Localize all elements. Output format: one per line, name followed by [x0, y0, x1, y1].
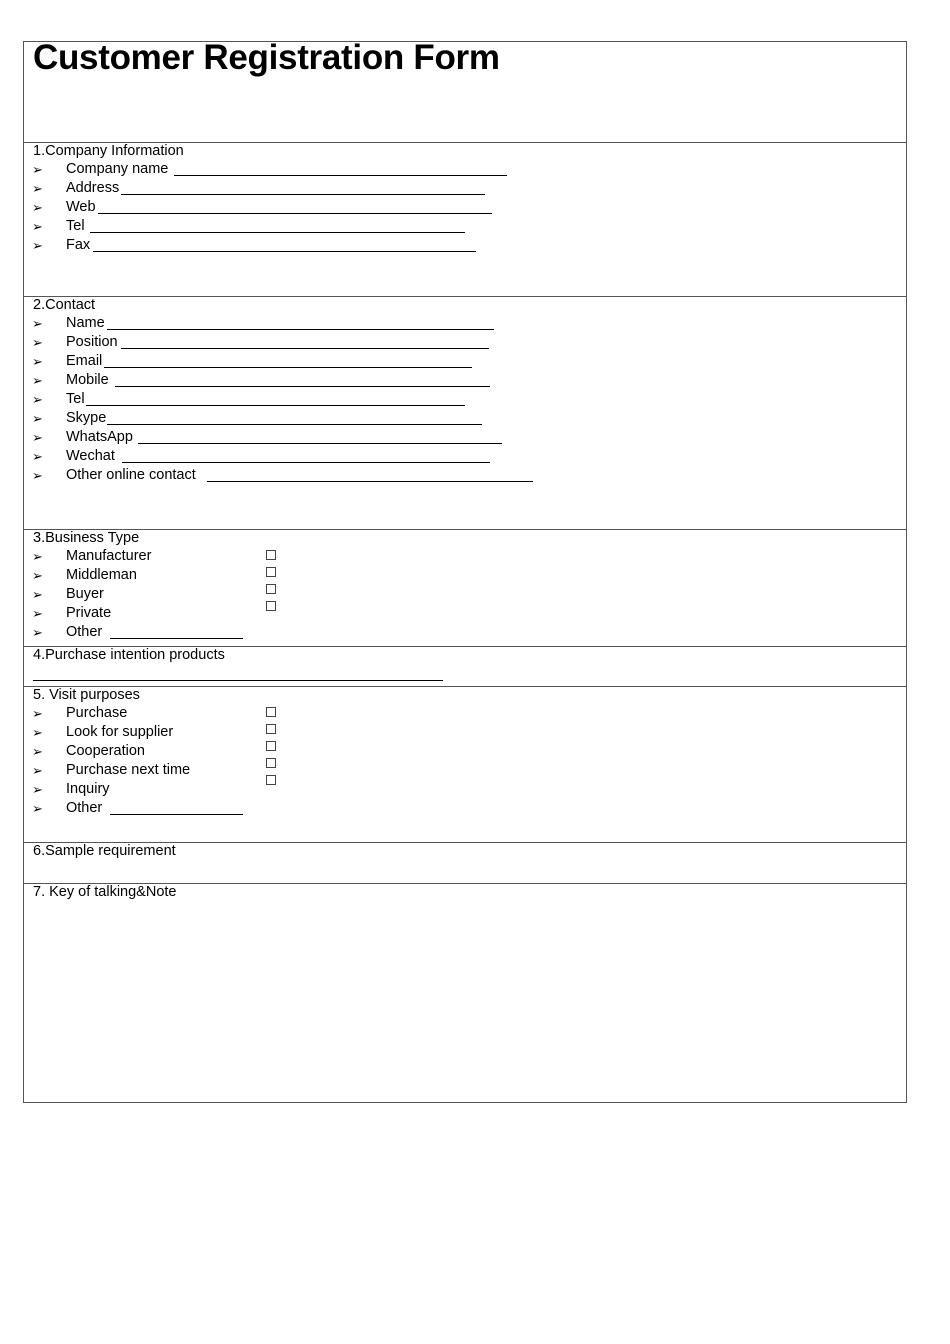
field-label: Address	[66, 180, 120, 196]
company-name-input-line[interactable]	[174, 175, 507, 176]
arrow-bullet-icon: ➢	[32, 801, 43, 816]
arrow-bullet-icon: ➢	[32, 316, 43, 331]
address-input-line[interactable]	[121, 194, 485, 195]
option-label: Other	[66, 624, 103, 640]
option-label: Other	[66, 800, 103, 816]
mobile-input-line[interactable]	[115, 386, 490, 387]
arrow-bullet-icon: ➢	[32, 392, 43, 407]
field-label: Tel	[66, 218, 85, 234]
fax-input-line[interactable]	[93, 251, 476, 252]
section-heading: 4.Purchase intention products	[33, 647, 225, 663]
checkbox-purchase-next-time[interactable]	[266, 758, 276, 768]
arrow-bullet-icon: ➢	[32, 238, 43, 253]
field-label: Tel	[66, 391, 85, 407]
field-label: Fax	[66, 237, 91, 253]
field-label: WhatsApp	[66, 429, 133, 445]
checkbox-look-for-supplier[interactable]	[266, 724, 276, 734]
section-heading: 3.Business Type	[33, 530, 140, 546]
option-label: Purchase	[66, 705, 128, 721]
field-label: Name	[66, 315, 105, 331]
field-label: Skype	[66, 410, 107, 426]
section-purchase-intention-products	[24, 646, 906, 686]
field-label: Wechat	[66, 448, 115, 464]
option-label: Manufacturer	[66, 548, 152, 564]
option-label: Middleman	[66, 567, 137, 583]
section-visit-purposes	[24, 686, 906, 842]
option-label: Inquiry	[66, 781, 110, 797]
arrow-bullet-icon: ➢	[32, 411, 43, 426]
arrow-bullet-icon: ➢	[32, 606, 43, 621]
checkbox-private[interactable]	[266, 601, 276, 611]
section-heading: 7. Key of talking&Note	[33, 884, 177, 900]
arrow-bullet-icon: ➢	[32, 744, 43, 759]
section-heading: 2.Contact	[33, 297, 96, 313]
arrow-bullet-icon: ➢	[32, 354, 43, 369]
section-heading: 6.Sample requirement	[33, 843, 176, 859]
business-other-input-line[interactable]	[110, 638, 243, 639]
option-label: Buyer	[66, 586, 104, 602]
field-label: Email	[66, 353, 103, 369]
field-label: Position	[66, 334, 118, 350]
arrow-bullet-icon: ➢	[32, 181, 43, 196]
option-label: Private	[66, 605, 112, 621]
section-contact	[24, 296, 906, 529]
arrow-bullet-icon: ➢	[32, 706, 43, 721]
arrow-bullet-icon: ➢	[32, 763, 43, 778]
section-heading: 5. Visit purposes	[33, 687, 140, 703]
products-input-line[interactable]	[33, 680, 443, 681]
contact-tel-input-line[interactable]	[86, 405, 465, 406]
arrow-bullet-icon: ➢	[32, 568, 43, 583]
field-label: Other online contact	[66, 467, 196, 483]
checkbox-purchase[interactable]	[266, 707, 276, 717]
skype-input-line[interactable]	[107, 424, 482, 425]
notes-area[interactable]	[24, 904, 906, 1103]
arrow-bullet-icon: ➢	[32, 200, 43, 215]
section-company-information	[24, 142, 906, 296]
field-label: Company name	[66, 161, 169, 177]
arrow-bullet-icon: ➢	[32, 430, 43, 445]
other-online-contact-input-line[interactable]	[207, 481, 533, 482]
position-input-line[interactable]	[121, 348, 489, 349]
wechat-input-line[interactable]	[122, 462, 490, 463]
arrow-bullet-icon: ➢	[32, 549, 43, 564]
name-input-line[interactable]	[107, 329, 494, 330]
arrow-bullet-icon: ➢	[32, 468, 43, 483]
arrow-bullet-icon: ➢	[32, 625, 43, 640]
section-business-type	[24, 529, 906, 646]
registration-form	[23, 38, 907, 1103]
arrow-bullet-icon: ➢	[32, 449, 43, 464]
arrow-bullet-icon: ➢	[32, 725, 43, 740]
section-key-of-talking-note	[24, 883, 906, 1103]
field-label: Web	[66, 199, 96, 215]
web-input-line[interactable]	[98, 213, 492, 214]
arrow-bullet-icon: ➢	[32, 587, 43, 602]
arrow-bullet-icon: ➢	[32, 162, 43, 177]
field-label: Mobile	[66, 372, 109, 388]
checkbox-middleman[interactable]	[266, 567, 276, 577]
email-input-line[interactable]	[104, 367, 472, 368]
section-heading: 1.Company Information	[33, 143, 184, 159]
checkbox-inquiry[interactable]	[266, 775, 276, 785]
checkbox-manufacturer[interactable]	[266, 550, 276, 560]
arrow-bullet-icon: ➢	[32, 782, 43, 797]
arrow-bullet-icon: ➢	[32, 335, 43, 350]
option-label: Cooperation	[66, 743, 145, 759]
section-sample-requirement	[24, 842, 906, 883]
tel-input-line[interactable]	[90, 232, 465, 233]
arrow-bullet-icon: ➢	[32, 219, 43, 234]
option-label: Look for supplier	[66, 724, 174, 740]
checkbox-cooperation[interactable]	[266, 741, 276, 751]
form-title: Customer Registration Form	[33, 38, 500, 77]
whatsapp-input-line[interactable]	[138, 443, 502, 444]
option-label: Purchase next time	[66, 762, 191, 778]
visit-other-input-line[interactable]	[110, 814, 243, 815]
checkbox-buyer[interactable]	[266, 584, 276, 594]
arrow-bullet-icon: ➢	[32, 373, 43, 388]
